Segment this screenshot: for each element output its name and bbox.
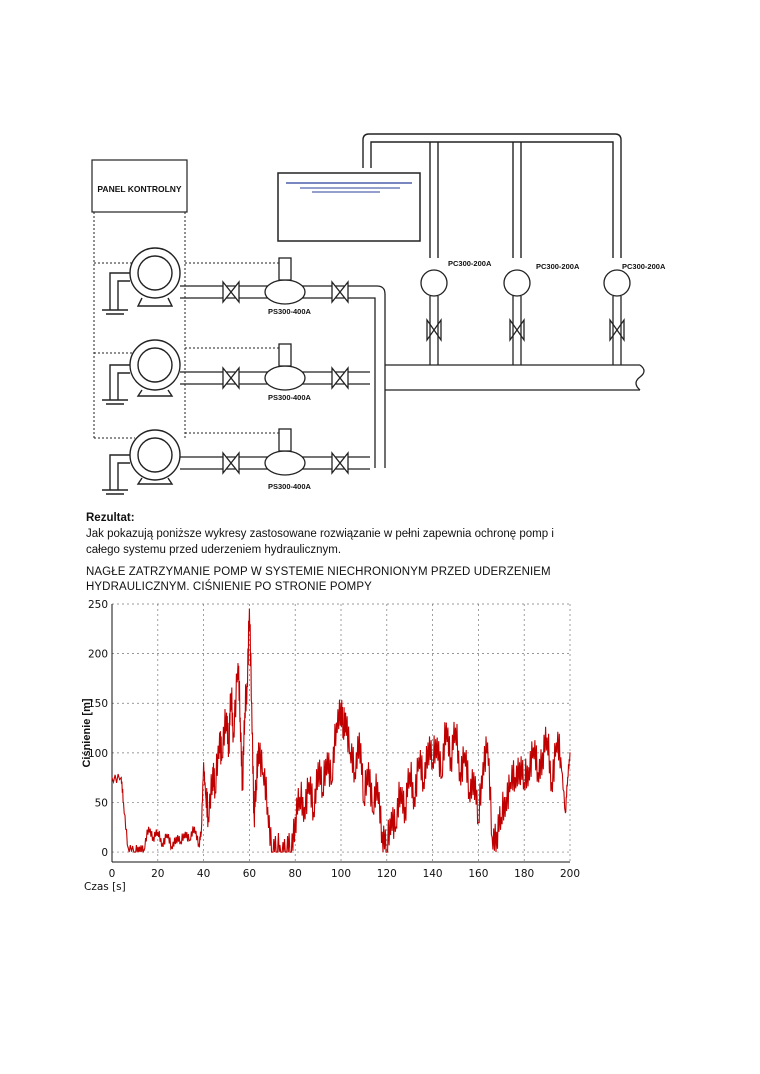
data-point (185, 832, 186, 833)
data-point (510, 782, 511, 783)
y-tick-label: 50 (94, 797, 108, 810)
data-point (450, 757, 451, 758)
data-point (533, 747, 534, 748)
data-point (242, 782, 243, 783)
data-point (253, 812, 254, 813)
data-point (256, 787, 257, 788)
data-point (171, 847, 172, 848)
data-point (391, 812, 392, 813)
data-point (121, 777, 122, 778)
chart-title-line-1: NAGŁE ZATRZYMANIE POMP W SYSTEMIE NIECHRONIONYM PRZED UDERZENIEM (86, 566, 551, 578)
data-point (405, 807, 406, 808)
data-point (240, 718, 241, 719)
result-line-2: całego systemu przed uderzeniem hydraulicznym. (86, 544, 342, 556)
data-point (343, 732, 344, 733)
x-axis-label: Czas [s] (84, 881, 126, 893)
data-point (166, 834, 167, 835)
data-point (228, 742, 229, 743)
x-axis-ticks (109, 868, 580, 880)
result-line-1: Jak pokazują poniższe wykresy zastosowane rozwiązanie w pełni zapewnia ochronę pomp i (86, 528, 554, 540)
data-point (441, 777, 442, 778)
data-point (304, 807, 305, 808)
data-point (249, 608, 250, 609)
pump-3 (102, 430, 180, 494)
data-point (143, 849, 144, 850)
data-point (134, 851, 135, 852)
data-point (400, 787, 401, 788)
pump-2 (102, 340, 180, 404)
data-point (418, 757, 419, 758)
data-point (203, 762, 204, 763)
data-point (251, 703, 252, 704)
chart-title-line-2: HYDRAULICZNYM. CIŚNIENIE PO STRONIE POMPY (86, 581, 372, 593)
data-point (354, 772, 355, 773)
data-point (127, 847, 128, 848)
data-point (372, 812, 373, 813)
data-point (382, 832, 383, 833)
y-tick-label: 100 (87, 747, 108, 760)
control-panel-label: PANEL KONTROLNY (97, 184, 182, 194)
data-point (157, 832, 158, 833)
relief-valve-label-3: PC300-200A (622, 262, 666, 271)
pumps (102, 248, 180, 494)
data-point (427, 742, 428, 743)
data-point (189, 840, 190, 841)
data-point (221, 757, 222, 758)
data-point (285, 851, 286, 852)
data-point (198, 844, 199, 845)
data-point (336, 722, 337, 723)
data-point (272, 851, 273, 852)
y-tick-label: 200 (87, 648, 108, 661)
data-point (322, 792, 323, 793)
data-point (180, 842, 181, 843)
data-point (542, 752, 543, 753)
data-point (111, 777, 112, 778)
data-point (363, 802, 364, 803)
data-point (567, 777, 568, 778)
discharge-lines (180, 258, 644, 475)
data-point (308, 782, 309, 783)
data-point (327, 752, 328, 753)
data-point (514, 777, 515, 778)
data-point (194, 827, 195, 828)
x-tick-label: 140 (422, 868, 443, 880)
data-point (350, 752, 351, 753)
data-point (501, 817, 502, 818)
data-point (162, 844, 163, 845)
data-point (123, 802, 124, 803)
data-point (267, 807, 268, 808)
data-point (524, 782, 525, 783)
y-axis-label: Ciśnienie [m] (81, 698, 93, 768)
data-point (230, 693, 231, 694)
data-point (214, 792, 215, 793)
data-point (233, 732, 234, 733)
pressure-chart (78, 596, 581, 882)
data-point (492, 837, 493, 838)
data-point (331, 782, 332, 783)
x-tick-label: 40 (196, 868, 211, 880)
data-point (263, 772, 264, 773)
data-point (537, 772, 538, 773)
data-point (244, 713, 245, 714)
data-point (219, 732, 220, 733)
data-point (565, 812, 566, 813)
data-point (505, 797, 506, 798)
data-point (237, 663, 238, 664)
data-point (487, 742, 488, 743)
data-point (560, 757, 561, 758)
data-point (153, 837, 154, 838)
relief-valve-label-2: PC300-200A (536, 262, 580, 271)
data-point (247, 683, 248, 684)
data-point (459, 772, 460, 773)
data-point (139, 847, 140, 848)
x-tick-label: 120 (376, 868, 397, 880)
x-tick-label: 180 (514, 868, 535, 880)
data-point (318, 762, 319, 763)
water-tank (278, 173, 420, 241)
data-point (212, 767, 213, 768)
relief-valve-label-1: PC300-200A (448, 259, 492, 268)
data-point (276, 851, 277, 852)
data-point (201, 832, 202, 833)
y-tick-label: 0 (101, 847, 108, 860)
data-point (281, 851, 282, 852)
result-section (86, 510, 646, 558)
data-point (469, 792, 470, 793)
data-point (547, 737, 548, 738)
data-point (258, 742, 259, 743)
data-point (313, 812, 314, 813)
data-point (569, 752, 570, 753)
data-point (340, 703, 341, 704)
x-tick-label: 80 (288, 868, 302, 880)
data-point (556, 742, 557, 743)
relief-valve-2 (504, 270, 530, 340)
discharge-line-2 (180, 344, 370, 390)
pump-valve-label-1: PS300-400A (268, 307, 311, 316)
x-tick-label: 100 (330, 868, 352, 880)
data-point (386, 851, 387, 852)
data-point (208, 817, 209, 818)
x-tick-label: 0 (108, 868, 116, 880)
x-tick-label: 60 (242, 868, 257, 880)
result-title: Rezultat: (86, 512, 135, 524)
x-tick-label: 160 (468, 868, 489, 880)
data-point (377, 782, 378, 783)
data-point (299, 797, 300, 798)
pump-valve-label-2: PS300-400A (268, 393, 311, 402)
data-point (473, 772, 474, 773)
data-point (432, 762, 433, 763)
data-point (345, 713, 346, 714)
y-tick-label: 150 (87, 698, 108, 711)
data-point (478, 822, 479, 823)
data-point (437, 737, 438, 738)
y-tick-label: 250 (87, 599, 108, 611)
data-point (528, 767, 529, 768)
relief-valve-1 (421, 270, 447, 340)
hydraulic-schematic (80, 128, 680, 500)
data-point (148, 827, 149, 828)
data-point (496, 832, 497, 833)
data-point (455, 727, 456, 728)
chart-title (86, 565, 646, 595)
data-point (176, 837, 177, 838)
discharge-line-3 (180, 429, 370, 475)
data-point (290, 851, 291, 852)
data-point (395, 827, 396, 828)
data-point (414, 797, 415, 798)
data-point (226, 713, 227, 714)
pump-1 (102, 248, 180, 314)
data-point (295, 817, 296, 818)
data-point (205, 797, 206, 798)
data-point (519, 762, 520, 763)
x-tick-label: 20 (151, 868, 165, 880)
data-point (482, 762, 483, 763)
pump-valve-label-3: PS300-400A (268, 482, 311, 491)
relief-valve-3 (604, 270, 630, 340)
data-point (359, 732, 360, 733)
data-point (409, 772, 410, 773)
data-point (551, 782, 552, 783)
x-tick-label: 200 (559, 868, 581, 880)
data-point (423, 782, 424, 783)
data-point (368, 762, 369, 763)
data-point (446, 722, 447, 723)
data-point (464, 752, 465, 753)
